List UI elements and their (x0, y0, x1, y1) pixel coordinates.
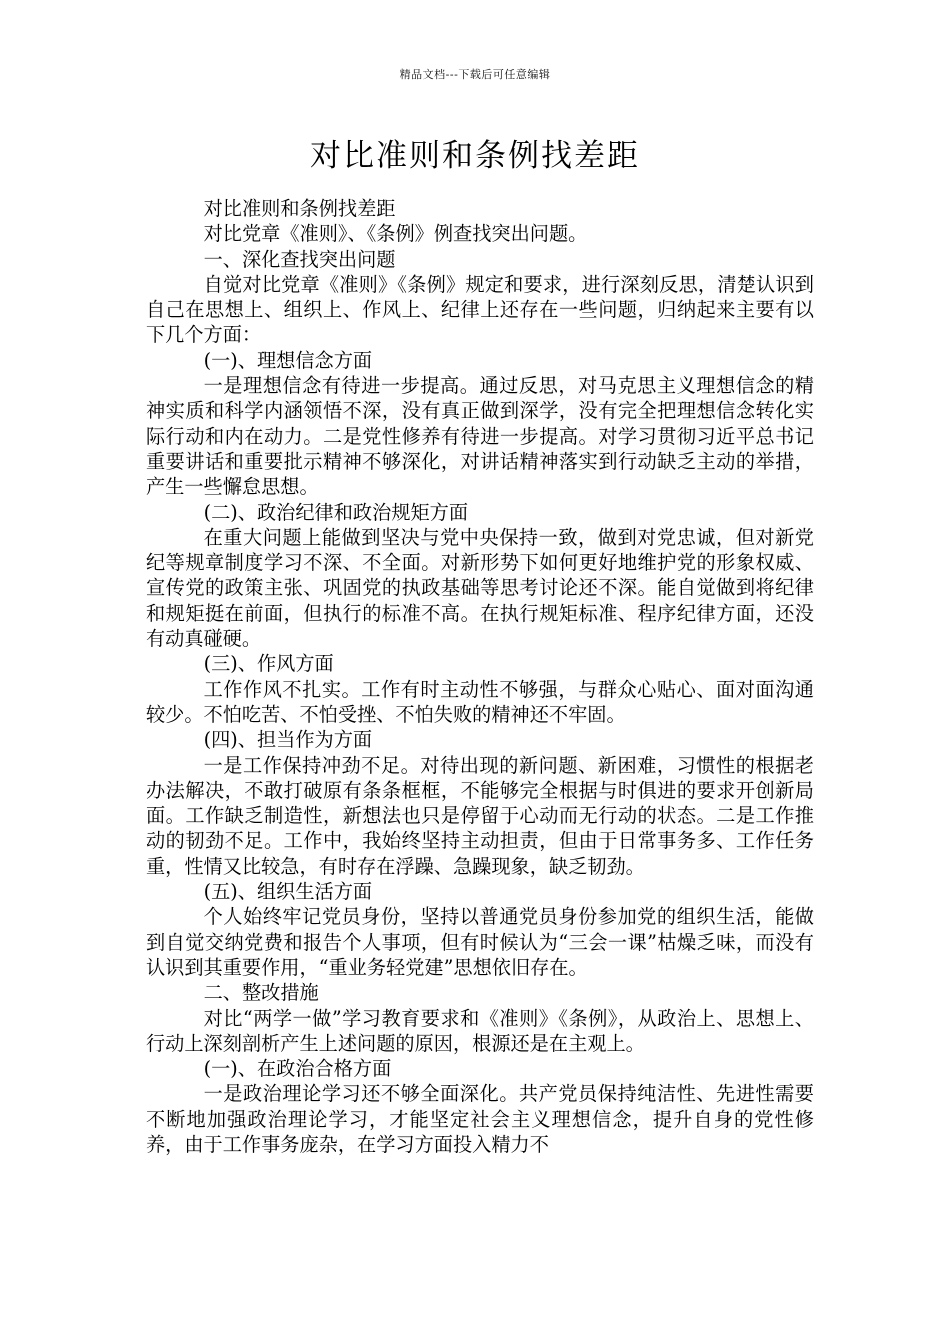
header-note: 精品文档---下载后可任意编辑 (399, 68, 551, 81)
paragraph: 自觉对比党章《准则》《条例》规定和要求，进行深刻反思，清楚认识到自己在思想上、组织上、作风上、纪律上还存在一些问题，归纳起来主要有以下几个方面： (146, 272, 814, 347)
paragraph: 对比“两学一做”学习教育要求和《准则》《条例》，从政治上、思想上、行动上深刻剖析产生上述问题的原因，根源还是在主观上。 (146, 1006, 814, 1055)
paragraph: 一是理想信念有待进一步提高。通过反思，对马克思主义理想信念的精神实质和科学内涵领悟不深，没有真正做到深学，没有完全把理想信念转化实际行动和内在动力。二是党性修养有待进一步提高。对学习贯彻习近平总书记重要讲话和重要批示精神不够深化，对讲话精神落实到行动缺乏主动的举措，产生一些懈怠思想。 (146, 374, 814, 499)
subsection-heading: (二)、政治纪律和政治规矩方面 (203, 500, 469, 524)
subsection-heading: (三)、作风方面 (203, 652, 334, 676)
subsection-heading: (一)、在政治合格方面 (203, 1057, 392, 1081)
paragraph: 一是政治理论学习还不够全面深化。共产党员保持纯洁性、先进性需要不断地加强政治理论学习，才能坚定社会主义理想信念，提升自身的党性修养，由于工作事务庞杂，在学习方面投入精力不 (146, 1082, 814, 1156)
subsection-heading: (五)、组织生活方面 (203, 880, 373, 904)
paragraph: 一是工作保持冲劲不足。对待出现的新问题、新困难，习惯性的根据老办法解决，不敢打破原有条条框框，不能够完全根据与时俱进的要求开创新局面。工作缺乏制造性，新想法也只是停留于心动而无行动的状态。二是工作推动的韧劲不足。工作中，我始终坚持主动担责，但由于日常事务多、工作任务重，性情又比较急，有时存在浮躁、急躁现象，缺乏韧劲。 (146, 753, 814, 878)
section-heading: 一、深化查找突出问题 (203, 247, 396, 271)
document-body (146, 196, 814, 1157)
subsection-heading: (四)、担当作为方面 (203, 728, 373, 752)
document-title: 对比准则和条例找差距 (310, 138, 640, 174)
paragraph: 工作作风不扎实。工作有时主动性不够强，与群众心贴心、面对面沟通较少。不怕吃苦、不怕受挫、不怕失败的精神还不牢固。 (146, 677, 814, 726)
paragraph: 对比准则和条例找差距 (203, 197, 396, 220)
subsection-heading: (一)、理想信念方面 (203, 348, 373, 372)
paragraph: 在重大问题上能做到坚决与党中央保持一致，做到对党忠诚，但对新党纪等规章制度学习不深、不全面。对新形势下如何更好地维护党的形象权威、宣传党的政策主张、巩固党的执政基础等思考讨论还不深。能自觉做到将纪律和规矩挺在前面，但执行的标准不高。在执行规矩标准、程序纪律方面，还没有动真碰硬。 (146, 525, 814, 651)
paragraph: 对比党章《准则》、《条例》例查找突出问题。 (203, 222, 588, 246)
paragraph: 个人始终牢记党员身份，坚持以普通党员身份参加党的组织生活，能做到自觉交纳党费和报告个人事项，但有时候认为“三会一课”枯燥乏味，而没有认识到其重要作用，“重业务轻党建”思想依旧存在。 (146, 905, 814, 979)
section-heading: 二、整改措施 (203, 981, 319, 1005)
